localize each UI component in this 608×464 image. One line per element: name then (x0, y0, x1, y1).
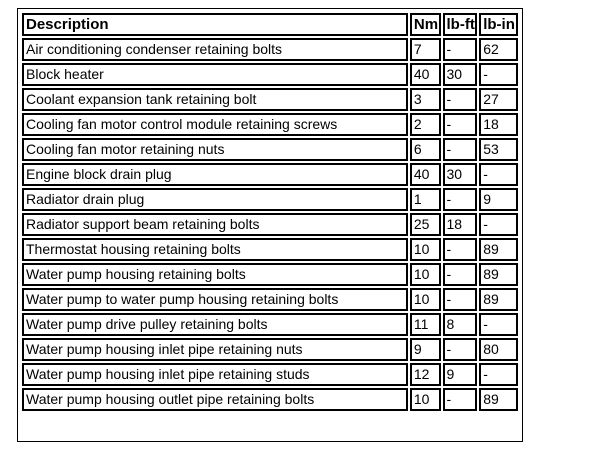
cell-lb-in: - (479, 163, 518, 186)
cell-description: Air conditioning condenser retaining bolts (22, 38, 408, 61)
cell-nm: 3 (410, 88, 441, 111)
cell-lb-ft: - (443, 113, 478, 136)
cell-lb-in: 9 (479, 188, 518, 211)
header-description: Description (22, 13, 408, 36)
cell-description: Water pump to water pump housing retaining bolts (22, 288, 408, 311)
cell-nm: 12 (410, 363, 441, 386)
cell-description: Cooling fan motor control module retaining screws (22, 113, 408, 136)
cell-description: Coolant expansion tank retaining bolt (22, 88, 408, 111)
table-row (22, 263, 518, 286)
cell-nm: 11 (410, 313, 441, 336)
cell-lb-ft: 30 (443, 63, 478, 86)
cell-description: Radiator support beam retaining bolts (22, 213, 408, 236)
cell-nm: 40 (410, 163, 441, 186)
cell-lb-in: - (479, 63, 518, 86)
torque-spec-table-frame (17, 8, 523, 442)
cell-nm: 2 (410, 113, 441, 136)
cell-lb-ft: - (443, 38, 478, 61)
cell-description: Radiator drain plug (22, 188, 408, 211)
cell-nm: 6 (410, 138, 441, 161)
cell-lb-in: 80 (479, 338, 518, 361)
cell-description: Water pump housing inlet pipe retaining nuts (22, 338, 408, 361)
cell-lb-in: 27 (479, 88, 518, 111)
cell-lb-in: - (479, 363, 518, 386)
cell-lb-ft: 18 (443, 213, 478, 236)
table-row (22, 363, 518, 386)
cell-nm: 9 (410, 338, 441, 361)
cell-nm: 10 (410, 288, 441, 311)
cell-lb-ft: 9 (443, 363, 478, 386)
cell-lb-ft: - (443, 88, 478, 111)
header-lb-ft: lb-ft (443, 13, 478, 36)
table-row (22, 388, 518, 411)
cell-description: Cooling fan motor retaining nuts (22, 138, 408, 161)
cell-lb-in: - (479, 313, 518, 336)
table-row (22, 338, 518, 361)
table-row (22, 313, 518, 336)
cell-description: Water pump housing outlet pipe retaining bolts (22, 388, 408, 411)
cell-lb-in: 18 (479, 113, 518, 136)
table-row (22, 113, 518, 136)
cell-description: Water pump housing retaining bolts (22, 263, 408, 286)
cell-nm: 10 (410, 388, 441, 411)
header-nm: Nm (410, 13, 441, 36)
cell-nm: 7 (410, 38, 441, 61)
cell-lb-in: 62 (479, 38, 518, 61)
cell-lb-ft: - (443, 263, 478, 286)
cell-description: Water pump drive pulley retaining bolts (22, 313, 408, 336)
cell-lb-in: 89 (479, 238, 518, 261)
cell-nm: 25 (410, 213, 441, 236)
cell-lb-in: 89 (479, 288, 518, 311)
table-row (22, 63, 518, 86)
torque-spec-table (20, 11, 520, 413)
cell-nm: 10 (410, 263, 441, 286)
table-row (22, 213, 518, 236)
table-row (22, 163, 518, 186)
header-row (22, 13, 518, 36)
cell-lb-ft: 30 (443, 163, 478, 186)
cell-description: Water pump housing inlet pipe retaining studs (22, 363, 408, 386)
header-lb-in: lb-in (479, 13, 518, 36)
cell-nm: 40 (410, 63, 441, 86)
cell-lb-ft: 8 (443, 313, 478, 336)
table-body (22, 38, 518, 411)
cell-description: Engine block drain plug (22, 163, 408, 186)
cell-nm: 1 (410, 188, 441, 211)
table-row (22, 238, 518, 261)
table-row (22, 288, 518, 311)
cell-lb-ft: - (443, 188, 478, 211)
cell-nm: 10 (410, 238, 441, 261)
cell-lb-in: 53 (479, 138, 518, 161)
cell-lb-ft: - (443, 238, 478, 261)
cell-lb-ft: - (443, 288, 478, 311)
cell-description: Block heater (22, 63, 408, 86)
table-row (22, 138, 518, 161)
table-row (22, 88, 518, 111)
cell-lb-ft: - (443, 138, 478, 161)
cell-lb-in: - (479, 213, 518, 236)
table-row (22, 38, 518, 61)
cell-lb-ft: - (443, 338, 478, 361)
cell-description: Thermostat housing retaining bolts (22, 238, 408, 261)
cell-lb-in: 89 (479, 388, 518, 411)
table-row (22, 188, 518, 211)
cell-lb-in: 89 (479, 263, 518, 286)
cell-lb-ft: - (443, 388, 478, 411)
